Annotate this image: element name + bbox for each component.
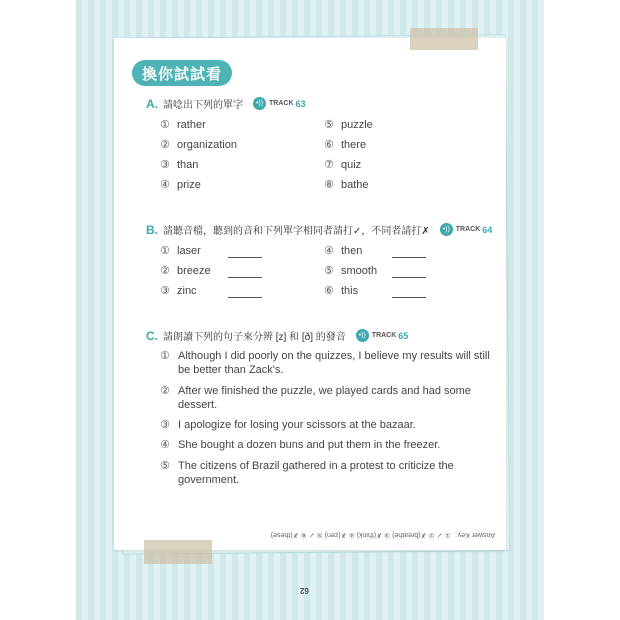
- page-title: 換你試試看: [132, 60, 232, 86]
- section-a-header: [146, 96, 306, 111]
- section-b-header: [146, 222, 492, 237]
- word-item: ⑥ there: [324, 139, 367, 151]
- audio-wave-icon: •)): [356, 329, 369, 342]
- answer-blank[interactable]: [392, 257, 426, 258]
- word-item: ① rather: [160, 119, 206, 131]
- track-label: TRACK: [269, 100, 294, 107]
- sentence-item: ② After we finished the puzzle, we played cards and had some dessert.: [160, 385, 471, 411]
- section-b-instruction: 請聽音檔，聽到的音和下列單字相同者請打✓，不同者請打✗: [163, 226, 430, 237]
- word-item: ① laser: [160, 245, 201, 257]
- audio-wave-icon: •)): [440, 223, 453, 236]
- section-b-letter: B.: [146, 222, 158, 237]
- section-c-instruction: 請朗讀下列的句子來分辨 [z] 和 [ð] 的發音: [163, 332, 346, 343]
- tape-strip-bottom: [144, 540, 212, 564]
- section-c-letter: C.: [146, 328, 158, 343]
- section-a-instruction: 請唸出下列的單字: [163, 100, 243, 111]
- word-item: ② breeze: [160, 265, 211, 277]
- sentence-item: ⑤ The citizens of Brazil gathered in a protest to criticize the government.: [160, 460, 454, 486]
- word-item: ⑥ this: [324, 285, 359, 297]
- answer-blank[interactable]: [392, 277, 426, 278]
- section-c-header: [146, 328, 408, 343]
- word-item: ④ prize: [160, 179, 201, 191]
- word-item: ③ than: [160, 159, 199, 171]
- audio-wave-icon: •)): [253, 97, 266, 110]
- track-number: 63: [295, 98, 306, 109]
- answer-blank[interactable]: [228, 257, 262, 258]
- word-item: ⑤ smooth: [324, 265, 378, 277]
- sentence-item: ① Although I did poorly on the quizzes, I believe my results will still be better than Zack's.: [160, 350, 490, 376]
- track-64-badge[interactable]: [440, 223, 493, 236]
- word-item: ⑦ quiz: [324, 159, 362, 171]
- answer-blank[interactable]: [228, 297, 262, 298]
- track-label: TRACK: [371, 332, 397, 339]
- answer-blank[interactable]: [228, 277, 262, 278]
- section-a-letter: A.: [146, 96, 158, 111]
- word-item: ⑤ puzzle: [324, 119, 373, 131]
- sentence-item: ④ She bought a dozen buns and put them in the freezer.: [160, 439, 441, 451]
- tape-strip-top: [410, 28, 478, 50]
- word-item: ④ then: [324, 245, 363, 257]
- track-number: 64: [482, 224, 493, 235]
- answer-blank[interactable]: [392, 297, 426, 298]
- track-label: TRACK: [455, 226, 481, 233]
- sentence-item: ③ I apologize for losing your scissors at the bazaar.: [160, 419, 416, 431]
- word-item: ⑧ bathe: [324, 179, 369, 191]
- word-item: ③ zinc: [160, 285, 197, 297]
- answer-key-upside-down: Answer Key：① ✓ ② ✗(breathe) ③ ✗(think) ④ ✗(zen) ⑤ ✓ ⑥ ✗(these): [270, 531, 495, 538]
- word-item: ② organization: [160, 139, 237, 151]
- track-number: 65: [398, 330, 409, 341]
- page-number: 62: [300, 586, 309, 595]
- track-63-badge[interactable]: [253, 97, 306, 110]
- track-65-badge[interactable]: [356, 329, 409, 342]
